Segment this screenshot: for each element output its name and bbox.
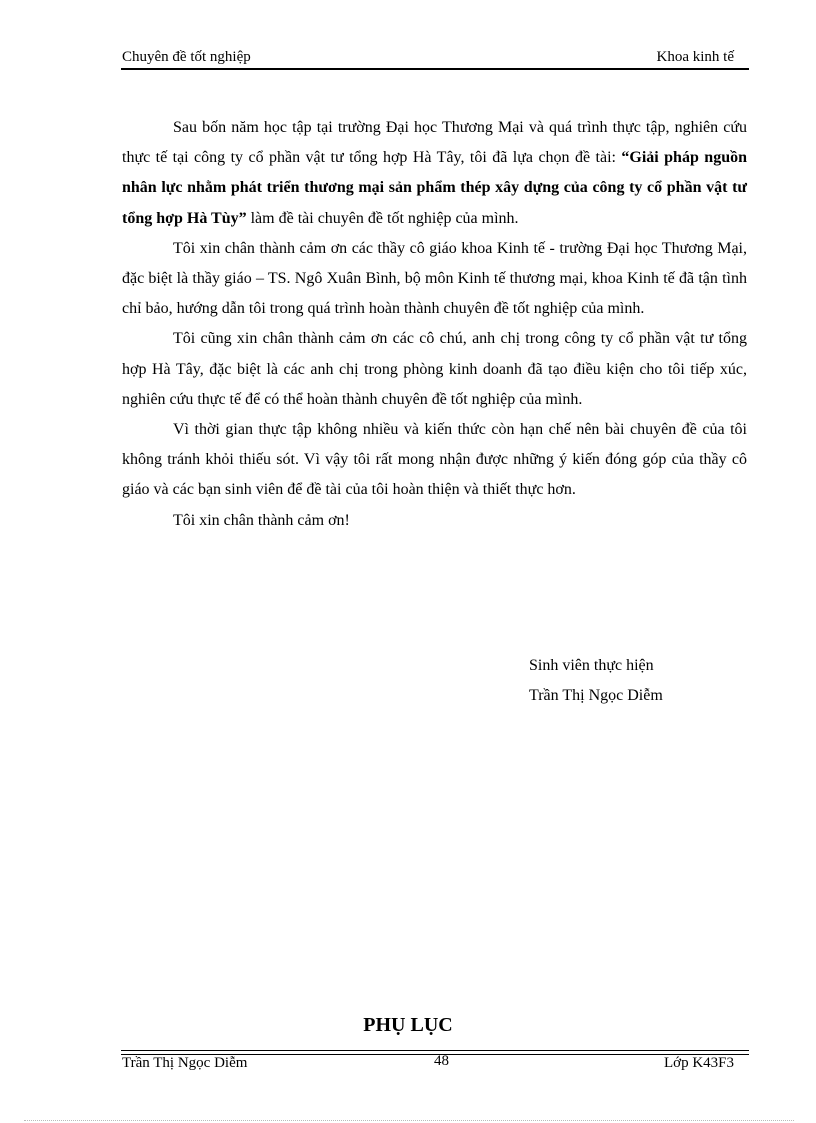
- appendix-heading: PHỤ LỤC: [363, 1014, 453, 1036]
- page-edge-dots: [24, 1120, 794, 1121]
- signature-block: [529, 651, 663, 711]
- signature-role: Sinh viên thực hiện: [529, 657, 654, 674]
- thesis-title: “Giải pháp nguồn nhân lực nhằm phát triển thương mại sản phẩm thép xây dựng của công ty cổ phần vật tư tổng hợp Hà Tùy”: [122, 149, 747, 227]
- footer-author: Trần Thị Ngọc Diễm: [122, 1055, 248, 1071]
- paragraph-1: [122, 113, 747, 234]
- header-department: Khoa kinh tế: [656, 49, 734, 65]
- header-divider: [121, 68, 749, 70]
- signature-name: Trần Thị Ngọc Diễm: [529, 687, 663, 704]
- document-body: [122, 113, 747, 536]
- paragraph-1-intro: Sau bốn năm học tập tại trường Đại học Thương Mại và quá trình thực tập, nghiên cứu thực tế tại công ty cổ phần vật tư tổng hợp Hà Tây, tôi đã lựa chọn đề tài:: [122, 119, 747, 167]
- footer-class: Lớp K43F3: [663, 1055, 734, 1071]
- page-header: [122, 47, 748, 69]
- paragraph-4: Vì thời gian thực tập không nhiều và kiến thức còn hạn chế nên bài chuyên đề của tôi không tránh khỏi thiếu sót. Vì vậy tôi rất mong nhận được những ý kiến đóng góp của thầy cô giáo và các bạn sinh viên để đề tài của tôi hoàn thiện và thiết thực hơn.: [122, 421, 747, 499]
- paragraph-1-end: làm đề tài chuyên đề tốt nghiệp của mình.: [246, 209, 519, 227]
- paragraph-5: Tôi xin chân thành cảm ơn!: [173, 511, 350, 529]
- paragraph-2: Tôi xin chân thành cảm ơn các thầy cô giáo khoa Kinh tế - trường Đại học Thương Mại, đặc biệt là thầy giáo – TS. Ngô Xuân Bình, bộ môn Kinh tế thương mại, khoa Kinh tế đã tận tình chỉ bảo, hướng dẫn tôi trong quá trình hoàn thành chuyên đề tốt nghiệp của mình.: [122, 239, 747, 318]
- paragraph-3: Tôi cũng xin chân thành cảm ơn các cô chú, anh chị trong công ty cổ phần vật tư tổng hợp Hà Tây, đặc biệt là các anh chị trong phòng kinh doanh đã tạo điều kiện cho tôi tiếp xúc, nghiên cứu thực tế để có thể hoàn thành chuyên đề tốt nghiệp của mình.: [122, 330, 747, 408]
- header-title: Chuyên đề tốt nghiệp: [122, 49, 251, 65]
- page-number: 48: [434, 1053, 449, 1069]
